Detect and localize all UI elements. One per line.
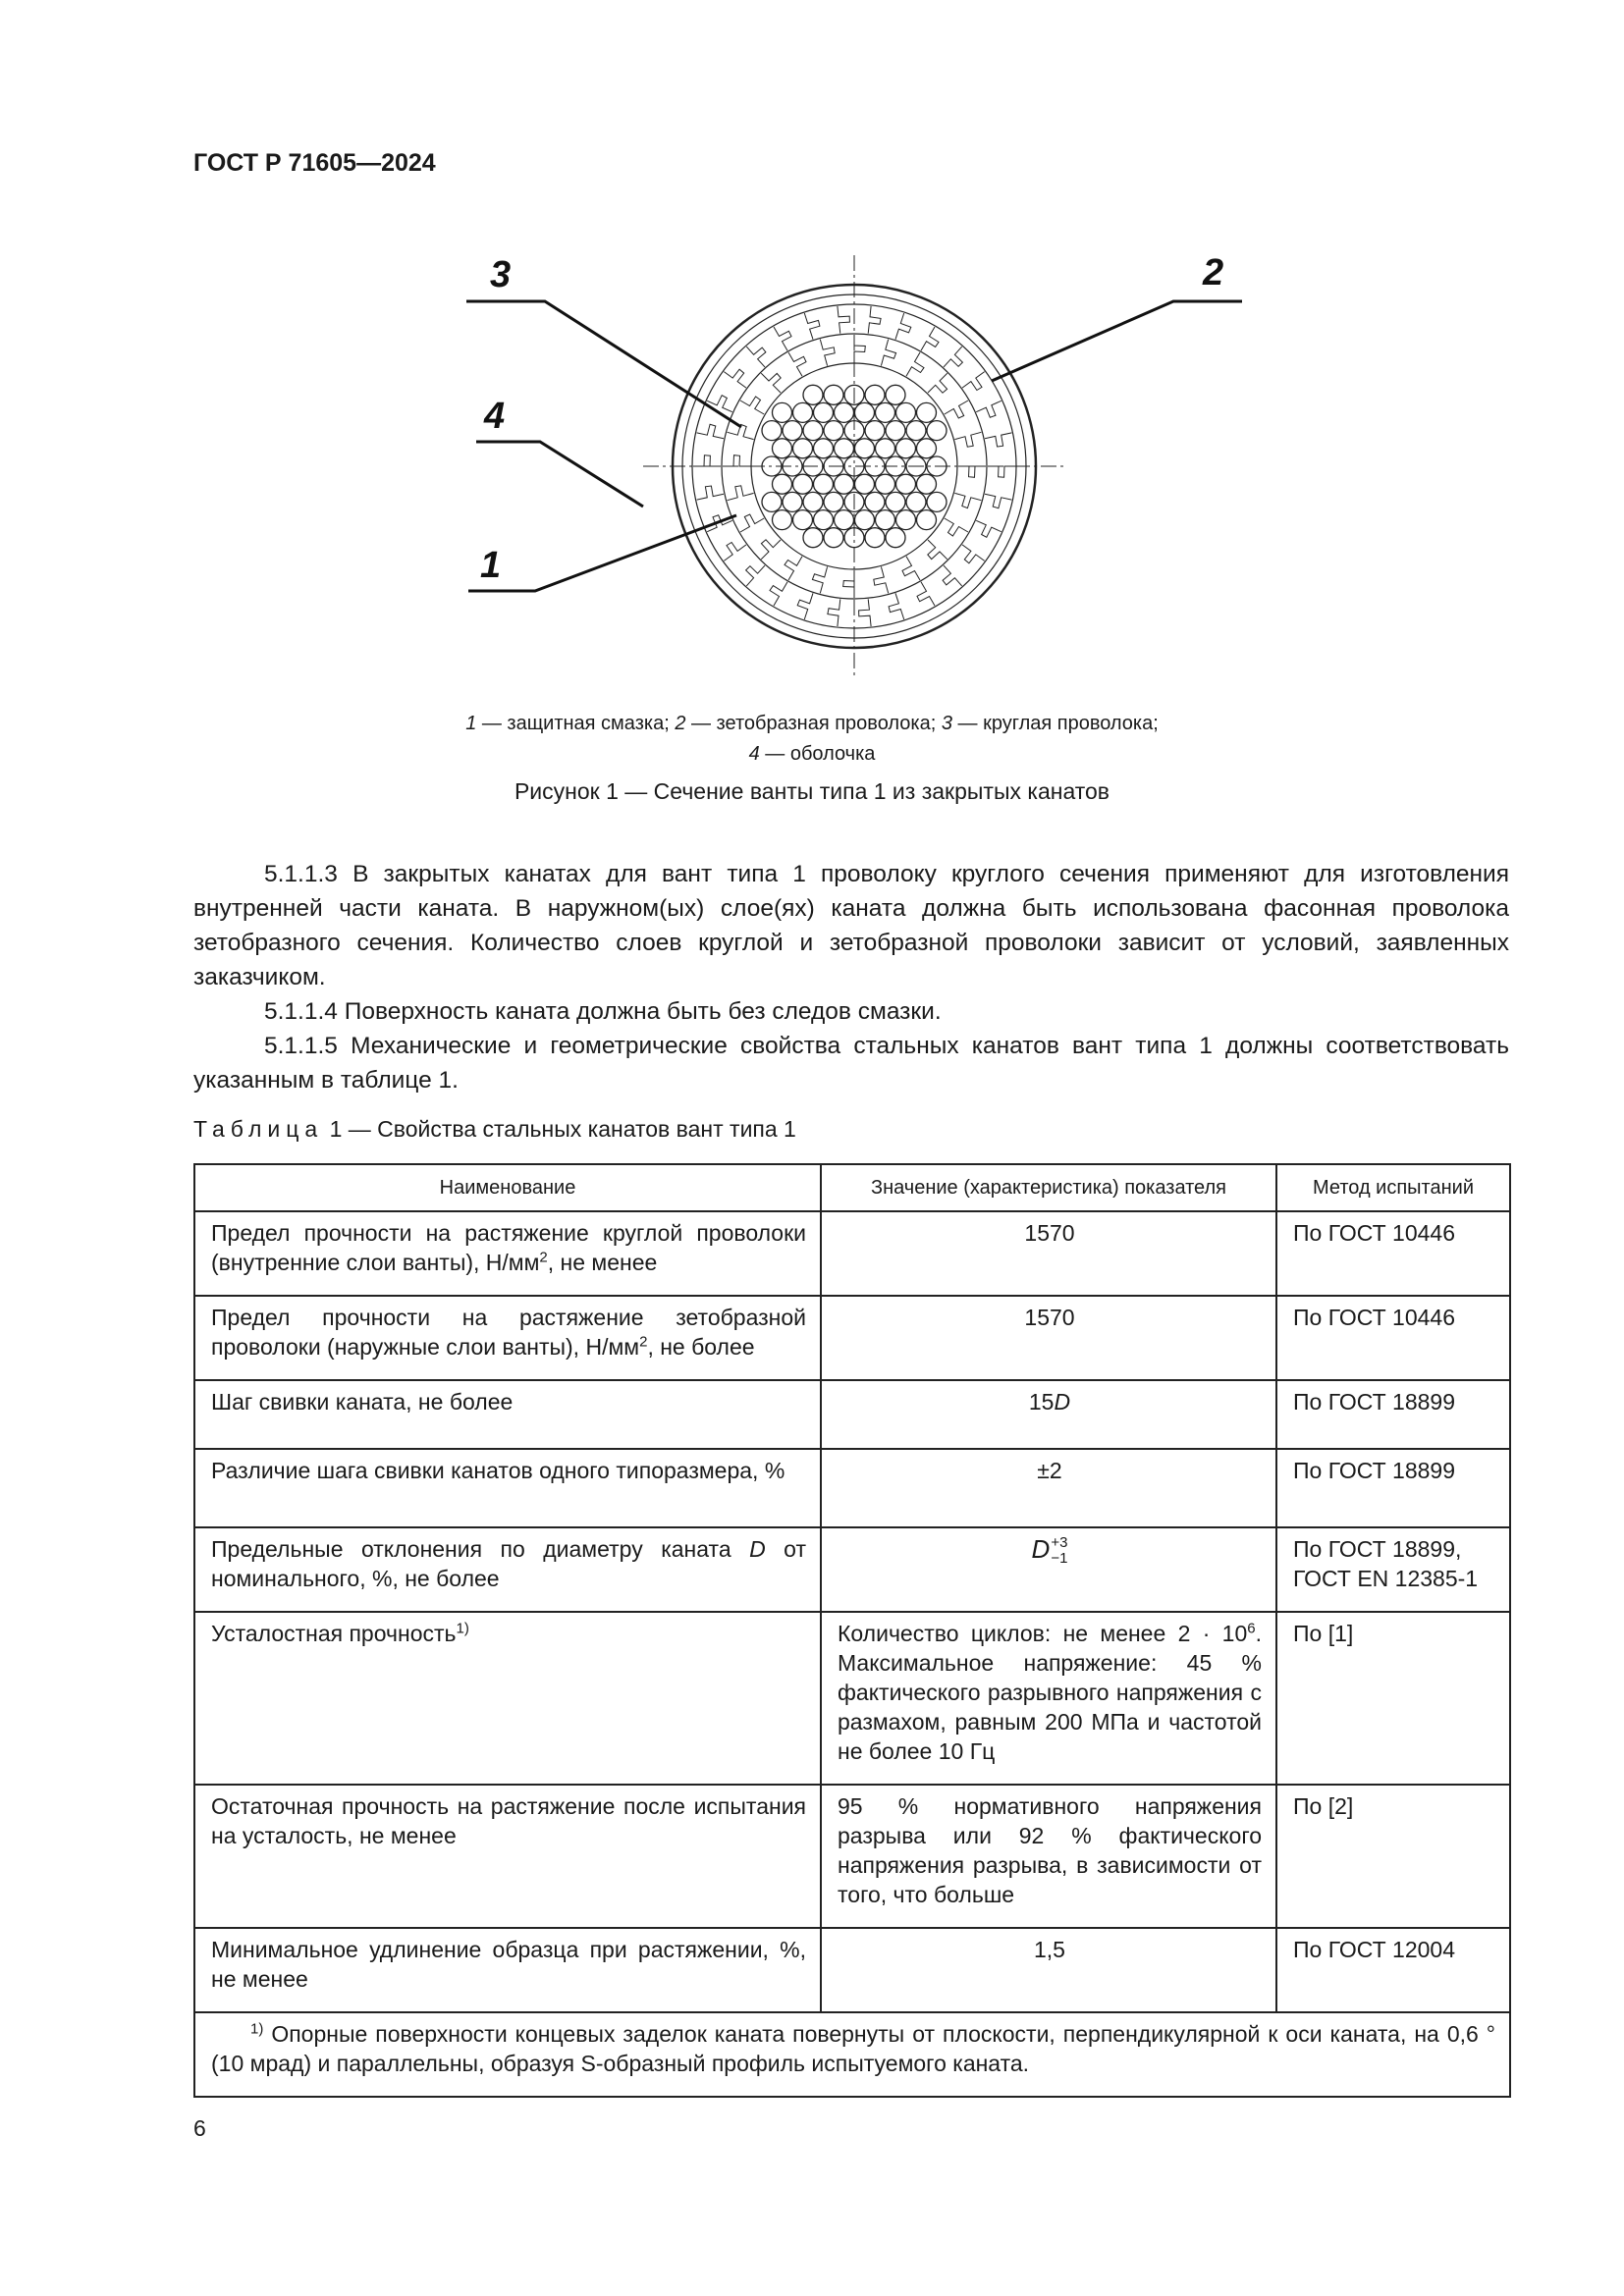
round-wire [855, 474, 875, 494]
paragraph-5-1-1-3: 5.1.1.3 В закрытых канатах для вант типа 1 проволоку круглого сечения применяют для изготовления внутренней части каната. В наружном(ых) слое(ях) каната должна быть использована фасонная проволока зетобразного сечения. Количество слоев круглой и зетобразной проволоки зависит от условий, заявленных заказчиком. [193, 861, 1509, 990]
cell-name: Минимальное удлинение образца при растяжении, %, не менее [194, 1928, 821, 2012]
z-wire [976, 400, 1001, 417]
round-wire [793, 474, 813, 494]
callout-3: 3 [490, 254, 512, 295]
round-wire [783, 492, 802, 511]
cell-method: По ГОСТ 18899, ГОСТ EN 12385-1 [1276, 1527, 1510, 1612]
round-wire [803, 528, 823, 548]
round-wire [896, 439, 916, 458]
round-wire [835, 510, 854, 530]
round-wire [876, 510, 895, 530]
cell-method: По [1] [1276, 1612, 1510, 1785]
z-wire [707, 396, 732, 412]
cell-method: По [2] [1276, 1785, 1510, 1928]
round-wire [793, 439, 813, 458]
round-wire [814, 510, 834, 530]
z-wire [697, 486, 724, 500]
z-wire [746, 347, 766, 367]
z-wire [954, 493, 981, 507]
cell-value: Количество циклов: не менее $2 \cdot 10^6$. Максимальное напряжение: 45 % фактического разрывного напряжения с размахом, равным 200 МПа и частотой не более 10 Гц [821, 1612, 1276, 1785]
z-wire [917, 582, 935, 606]
round-wire [865, 421, 885, 441]
properties-table [193, 1163, 1511, 2098]
round-wire [773, 439, 792, 458]
round-wire [865, 492, 885, 511]
header-method: Метод испытаний [1276, 1164, 1510, 1211]
round-wire [824, 421, 843, 441]
paragraph-5-1-1-5: 5.1.1.5 Механические и геометрические свойства стальных канатов вант типа 1 должны соответствовать указанным в таблице 1. [193, 1033, 1509, 1094]
z-wire [881, 340, 895, 366]
cell-method: По ГОСТ 12004 [1276, 1928, 1510, 2012]
cell-name: Различие шага свивки канатов одного типоразмера, % [194, 1449, 821, 1527]
round-wire [773, 402, 792, 422]
table-row [194, 1296, 1510, 1380]
round-wire [814, 474, 834, 494]
table-caption: Таблица 1 — Свойства стальных канатов вант типа 1 [193, 1116, 796, 1142]
header-value: Значение (характеристика) показателя [821, 1164, 1276, 1211]
round-wire [906, 421, 926, 441]
z-wire [820, 340, 835, 366]
round-wire [917, 402, 937, 422]
z-wire [843, 570, 854, 598]
z-wire [902, 557, 920, 580]
round-wire [835, 474, 854, 494]
z-wire [895, 313, 911, 340]
round-wire [762, 421, 782, 441]
round-wire [865, 528, 885, 548]
z-wire [828, 599, 840, 626]
z-wire [985, 433, 1011, 447]
round-wire [762, 492, 782, 511]
round-wire [855, 510, 875, 530]
z-wire [788, 352, 806, 376]
cell-value: 15D [821, 1380, 1276, 1449]
cell-method: По ГОСТ 10446 [1276, 1211, 1510, 1296]
table-footnote-row [194, 2012, 1510, 2097]
round-wire [876, 402, 895, 422]
z-wire [838, 306, 850, 334]
z-wire [697, 424, 724, 438]
round-wire [824, 528, 843, 548]
round-wire [793, 510, 813, 530]
round-wire [876, 474, 895, 494]
table-row [194, 1449, 1510, 1527]
figure-legend-line-2: 4 — оболочка [748, 743, 876, 765]
cell-value: 1570 [821, 1296, 1276, 1380]
round-wire [773, 510, 792, 530]
figure-legend-line-1: 1 — защитная смазка; 2 — зетобразная проволока; 3 — круглая проволока; [465, 713, 1159, 734]
round-wire [835, 439, 854, 458]
z-wire [728, 486, 754, 501]
round-wire [886, 421, 905, 441]
round-wire [906, 492, 926, 511]
cell-method: По ГОСТ 18899 [1276, 1449, 1510, 1527]
round-wire [896, 510, 916, 530]
z-wire [868, 306, 881, 334]
z-wire [724, 369, 746, 388]
callout-2: 2 [1203, 252, 1224, 294]
z-wire [724, 543, 746, 561]
z-wire [958, 466, 986, 477]
round-wire [783, 421, 802, 441]
z-wire [874, 566, 889, 593]
table-footnote: $^{1)}$ Опорные поверхности концевых заделок каната повернуты от плоскости, перпендикулярной к оси каната, на 0,6 °(10 мрад) и параллельны, образуя S-образный профиль испытуемого каната. [194, 2012, 1510, 2097]
round-wire [855, 402, 875, 422]
round-wire [927, 492, 947, 511]
round-wire [835, 402, 854, 422]
z-wire [740, 397, 764, 414]
cell-value: 1570 [821, 1211, 1276, 1296]
z-wire [928, 373, 947, 393]
z-wire [954, 432, 981, 447]
round-wire [803, 421, 823, 441]
z-wire [945, 400, 968, 418]
round-wire [803, 492, 823, 511]
z-wire [723, 455, 750, 466]
z-wire [812, 566, 827, 593]
round-wire [824, 492, 843, 511]
z-wire [906, 352, 924, 376]
table-row [194, 1380, 1510, 1449]
table-row [194, 1785, 1510, 1928]
z-wire [693, 455, 721, 466]
table-header-row [194, 1164, 1510, 1211]
z-wire [785, 557, 802, 580]
z-wire [944, 347, 962, 367]
z-wire [774, 327, 791, 350]
page-number: 6 [193, 2115, 206, 2141]
cell-name: Предел прочности на растяжение круглой проволоки (внутренние слои ванты), $Н/мм^2$, не менее [194, 1211, 821, 1296]
round-wire [855, 439, 875, 458]
cell-value: 95 % нормативного напряжения разрыва или 92 % фактического напряжения разрыва, в зависимости от того, что больше [821, 1785, 1276, 1928]
callout-4: 4 [484, 396, 506, 437]
cross-section-drawing [643, 255, 1065, 677]
z-wire [976, 520, 1001, 537]
z-wire [761, 540, 781, 560]
z-wire [740, 514, 764, 532]
table-row [194, 1211, 1510, 1296]
diameter-tolerance: D+3 −1 [1031, 1534, 1068, 1568]
z-wire [797, 593, 813, 619]
cell-name: Предел прочности на растяжение зетобразной проволоки (наружные слои ванты), $Н/мм^2$, не более [194, 1296, 821, 1380]
cell-method: По ГОСТ 10446 [1276, 1296, 1510, 1380]
z-wire [859, 599, 872, 626]
cell-name: Шаг свивки каната, не более [194, 1380, 821, 1449]
z-wire [770, 582, 787, 606]
header-name: Наименование [194, 1164, 821, 1211]
z-wire [746, 565, 765, 586]
paragraph-5-1-1-4: 5.1.1.4 Поверхность каната должна быть без следов смазки. [264, 998, 942, 1025]
z-wire [945, 518, 968, 536]
round-wire [803, 385, 823, 404]
z-wire [761, 373, 781, 393]
table-row [194, 1928, 1510, 2012]
rope-cross-section-figure [447, 245, 1262, 687]
table-row [194, 1612, 1510, 1785]
round-wire [896, 474, 916, 494]
round-wire [917, 510, 937, 530]
cell-name: Усталостная прочность$^{1)}$ [194, 1612, 821, 1785]
z-wire [985, 494, 1011, 507]
round-wire [927, 421, 947, 441]
z-wire [962, 372, 985, 391]
round-wire [896, 402, 916, 422]
round-wire [917, 474, 937, 494]
figure-caption: Рисунок 1 — Сечение ванты типа 1 из закрытых канатов [514, 778, 1110, 804]
round-wire [814, 402, 834, 422]
z-wire [921, 327, 939, 350]
round-wire [886, 492, 905, 511]
z-wire [854, 335, 865, 362]
round-wire [886, 528, 905, 548]
round-wire [917, 439, 937, 458]
cell-value: ±2 [821, 1449, 1276, 1527]
document-header: ГОСТ Р 71605—2024 [193, 149, 436, 177]
round-wire [793, 402, 813, 422]
z-wire [962, 545, 985, 563]
cell-name: Остаточная прочность на растяжение после испытания на усталость, не менее [194, 1785, 821, 1928]
z-wire [988, 466, 1015, 477]
cell-method: По ГОСТ 18899 [1276, 1380, 1510, 1449]
round-wire [824, 385, 843, 404]
cell-name: Предельные отклонения по диаметру каната D от номинального, %, не более [194, 1527, 821, 1612]
z-wire [804, 313, 820, 340]
round-wire [865, 385, 885, 404]
cell-value: 1,5 [821, 1928, 1276, 2012]
round-wire [876, 439, 895, 458]
z-wire [943, 565, 962, 586]
table-row [194, 1527, 1510, 1612]
round-wire [773, 474, 792, 494]
cell-value [821, 1527, 1276, 1612]
round-wire [886, 385, 905, 404]
round-wire [814, 439, 834, 458]
z-wire [889, 593, 904, 619]
callout-1: 1 [480, 545, 502, 586]
z-wire [928, 540, 947, 560]
